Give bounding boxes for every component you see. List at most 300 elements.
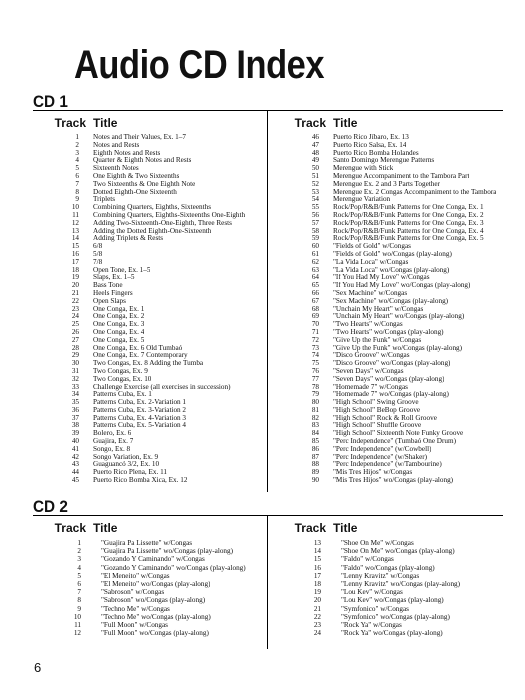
track-row bbox=[33, 173, 261, 181]
track-row bbox=[273, 165, 501, 173]
track-title: "Lenny Kravitz" w/Congas bbox=[341, 571, 420, 580]
track-title: Songo Variation, Ex. 9 bbox=[93, 453, 159, 461]
cd2-rule bbox=[33, 515, 503, 516]
track-title: "Lou Kev" wo/Congas (play-along) bbox=[341, 596, 444, 605]
track-row bbox=[273, 613, 501, 621]
track-number: 57 bbox=[311, 218, 319, 227]
track-number: 85 bbox=[311, 437, 319, 446]
track-title: "Disco Groove" w/Congas bbox=[333, 352, 410, 360]
track-row bbox=[33, 547, 261, 555]
track-title: Guajira, Ex. 7 bbox=[93, 438, 134, 446]
track-title: Guaguancó 3/2, Ex. 10 bbox=[93, 461, 160, 469]
track-number: 89 bbox=[311, 468, 319, 477]
track-number: 24 bbox=[313, 629, 321, 638]
track-number: 68 bbox=[311, 304, 319, 313]
track-title: "High School" Rock & Roll Groove bbox=[333, 414, 437, 422]
track-row bbox=[273, 181, 501, 189]
track-title: "Sabroson" w/Congas bbox=[101, 588, 165, 597]
track-title: Notes and Rests bbox=[93, 141, 140, 149]
track-title: One Conga, Ex. 3 bbox=[93, 321, 145, 329]
track-row bbox=[33, 399, 261, 407]
track-row bbox=[273, 580, 501, 588]
track-number: 86 bbox=[311, 444, 319, 453]
track-number: 12 bbox=[71, 218, 79, 227]
track-row bbox=[33, 605, 261, 613]
track-row bbox=[33, 407, 261, 415]
track-number: 76 bbox=[311, 366, 319, 375]
track-title: One Conga, Ex. 7 Contemporary bbox=[93, 352, 188, 360]
track-number: 53 bbox=[311, 187, 319, 196]
track-number: 14 bbox=[71, 234, 79, 243]
track-row bbox=[273, 196, 501, 204]
track-number: 38 bbox=[71, 421, 79, 430]
column-header bbox=[33, 519, 261, 535]
track-title: "Lenny Kravitz" wo/Congas (play-along) bbox=[341, 579, 461, 588]
track-row bbox=[273, 243, 501, 251]
track-title: "Seven Days" w/Congas bbox=[333, 367, 404, 375]
track-header: Track bbox=[54, 521, 86, 535]
track-row bbox=[273, 539, 501, 547]
track-title: Santo Domingo Merengue Patterns bbox=[333, 157, 435, 165]
track-number: 11 bbox=[74, 620, 81, 629]
track-number: 75 bbox=[311, 359, 319, 368]
track-row bbox=[33, 430, 261, 438]
track-number: 87 bbox=[311, 452, 319, 461]
track-row bbox=[33, 572, 261, 580]
track-row bbox=[33, 259, 261, 267]
track-row bbox=[33, 564, 261, 572]
track-row bbox=[33, 337, 261, 345]
cd2-label: CD 2 bbox=[33, 497, 68, 516]
track-row bbox=[273, 321, 501, 329]
track-number: 14 bbox=[313, 547, 321, 556]
track-number: 7 bbox=[75, 179, 79, 188]
track-row bbox=[33, 454, 261, 462]
track-title: "Unchain My Heart" wo/Congas (play-along) bbox=[333, 313, 465, 321]
track-title: "Techno Me" wo/Congas (play-along) bbox=[101, 612, 211, 621]
track-number: 20 bbox=[71, 281, 79, 290]
track-title: One Conga, Ex. 1 bbox=[93, 305, 145, 313]
track-title: Patterns Cuba, Ex. 5-Variation 4 bbox=[93, 422, 187, 430]
track-title: "Lou Kev" w/Congas bbox=[341, 588, 403, 597]
track-title: Merengue Accompaniment to the Tambora Part bbox=[333, 172, 470, 180]
track-row bbox=[273, 407, 501, 415]
track-number: 82 bbox=[311, 413, 319, 422]
track-number: 19 bbox=[71, 273, 79, 282]
track-row bbox=[273, 555, 501, 563]
track-row bbox=[33, 376, 261, 384]
track-row bbox=[33, 181, 261, 189]
track-number: 15 bbox=[313, 555, 321, 564]
track-number: 13 bbox=[71, 226, 79, 235]
track-row bbox=[273, 430, 501, 438]
track-title: "Perc Independence" (w/Shaker) bbox=[333, 453, 428, 461]
cd1-left-column bbox=[33, 114, 261, 485]
cd1-right-column bbox=[273, 114, 501, 485]
track-title: "Faldo" wo/Congas (play-along) bbox=[341, 563, 435, 572]
track-number: 61 bbox=[311, 249, 319, 258]
track-row bbox=[273, 399, 501, 407]
track-title: "Two Hearts" w/Congas bbox=[333, 321, 403, 329]
track-title: "High School" Shuffle Groove bbox=[333, 422, 422, 430]
track-row bbox=[273, 438, 501, 446]
track-number: 1 bbox=[75, 133, 79, 141]
track-number: 33 bbox=[71, 382, 79, 391]
track-number: 8 bbox=[75, 187, 79, 196]
track-number: 81 bbox=[311, 405, 319, 414]
track-row bbox=[273, 150, 501, 158]
track-title: Adding the Dotted Eighth-One-Sixteenth bbox=[93, 227, 212, 235]
track-number: 18 bbox=[313, 579, 321, 588]
title-header: Title bbox=[333, 116, 358, 130]
track-title: Puerto Rico Bomba Holandes bbox=[333, 149, 419, 157]
track-row bbox=[273, 345, 501, 353]
track-number: 5 bbox=[77, 571, 81, 580]
track-number: 36 bbox=[71, 405, 79, 414]
track-title: Sixteenth Notes bbox=[93, 165, 139, 173]
track-number: 72 bbox=[311, 335, 319, 344]
track-number: 24 bbox=[71, 312, 79, 321]
track-row bbox=[33, 621, 261, 629]
track-number: 12 bbox=[73, 629, 81, 638]
track-number: 58 bbox=[311, 226, 319, 235]
track-title: "Two Hearts" wo/Congas (play-along) bbox=[333, 328, 444, 336]
track-list bbox=[33, 539, 261, 637]
page-title: Audio CD Index bbox=[74, 43, 325, 87]
track-title: One Conga, Ex. 4 bbox=[93, 328, 145, 336]
track-number: 39 bbox=[71, 429, 79, 438]
track-title: 7/8 bbox=[93, 258, 103, 266]
track-number: 28 bbox=[71, 343, 79, 352]
track-row bbox=[273, 477, 501, 485]
track-row bbox=[273, 547, 501, 555]
track-title: "Symfonico" w/Congas bbox=[341, 604, 409, 613]
track-row bbox=[33, 345, 261, 353]
track-title: "Perc Independence" (Tumbaó One Drum) bbox=[333, 438, 456, 446]
track-title: "La Vida Loca" w/Congas bbox=[333, 258, 409, 266]
track-title: "Perc Independence" (w/Tambourine) bbox=[333, 461, 442, 469]
track-title: Two Congas, Ex. 10 bbox=[93, 375, 152, 383]
track-row bbox=[273, 290, 501, 298]
track-number: 17 bbox=[71, 257, 79, 266]
track-row bbox=[273, 446, 501, 454]
track-title: "Guajira Pa Lissette" w/Congas bbox=[101, 539, 193, 547]
track-row bbox=[273, 228, 501, 236]
track-row bbox=[273, 621, 501, 629]
track-number: 77 bbox=[311, 374, 319, 383]
column-header bbox=[273, 114, 501, 130]
track-title: Patterns Cuba, Ex. 4-Variation 3 bbox=[93, 414, 187, 422]
track-number: 10 bbox=[71, 203, 79, 212]
track-row bbox=[273, 352, 501, 360]
track-title: "Perc Independence" (w/Cowbell) bbox=[333, 445, 432, 453]
track-number: 22 bbox=[71, 296, 79, 305]
track-number: 62 bbox=[311, 257, 319, 266]
track-title: Rock/Pop/R&B/Funk Patterns for One Conga, Ex. 5 bbox=[333, 235, 484, 243]
track-number: 50 bbox=[311, 164, 319, 173]
track-row bbox=[273, 313, 501, 321]
track-title: "Homemade 7" wo/Congas (play-along) bbox=[333, 391, 449, 399]
cd2-right-column bbox=[273, 519, 501, 637]
track-number: 1 bbox=[77, 539, 81, 547]
track-row bbox=[273, 469, 501, 477]
track-number: 83 bbox=[311, 421, 319, 430]
track-row bbox=[33, 243, 261, 251]
track-row bbox=[33, 446, 261, 454]
track-row bbox=[33, 613, 261, 621]
track-title: One Conga, Ex. 6 Old Tumbaó bbox=[93, 344, 183, 352]
track-row bbox=[33, 267, 261, 275]
track-number: 66 bbox=[311, 288, 319, 297]
track-title: Puerto Rico Jíbaro, Ex. 13 bbox=[333, 134, 409, 141]
track-title: "Shoe On Me" w/Congas bbox=[341, 539, 414, 547]
track-title: Heels Fingers bbox=[93, 289, 133, 297]
track-title: "Sex Machine" wo/Congas (play-along) bbox=[333, 297, 449, 305]
cd1-section bbox=[33, 92, 503, 492]
track-title: "Rock Ya" w/Congas bbox=[341, 620, 402, 629]
track-row bbox=[273, 212, 501, 220]
track-number: 3 bbox=[75, 148, 79, 157]
track-row bbox=[33, 165, 261, 173]
track-title: Quarter & Eighth Notes and Rests bbox=[93, 157, 192, 165]
track-title: Open Tone, Ex. 1–5 bbox=[93, 266, 151, 274]
track-number: 23 bbox=[313, 620, 321, 629]
cd2-section bbox=[33, 497, 503, 649]
track-title: Triplets bbox=[93, 196, 116, 204]
track-number: 16 bbox=[313, 563, 321, 572]
track-row bbox=[33, 391, 261, 399]
track-row bbox=[273, 461, 501, 469]
track-number: 13 bbox=[313, 539, 321, 547]
track-number: 40 bbox=[71, 437, 79, 446]
cd1-rule bbox=[33, 110, 503, 111]
track-number: 80 bbox=[311, 398, 319, 407]
track-title: Patterns Cuba, Ex. 3-Variation 2 bbox=[93, 406, 187, 414]
track-number: 59 bbox=[311, 234, 319, 243]
track-row bbox=[33, 438, 261, 446]
track-number: 21 bbox=[71, 288, 79, 297]
track-row bbox=[33, 306, 261, 314]
track-number: 48 bbox=[311, 148, 319, 157]
track-title: "La Vida Loca" wo/Congas (play-along) bbox=[333, 266, 450, 274]
track-title: Merengue Ex. 2 and 3 Parts Together bbox=[333, 180, 440, 188]
track-title: "Mis Tres Hijos" w/Congas bbox=[333, 469, 413, 477]
track-number: 17 bbox=[313, 571, 321, 580]
track-title: Patterns Cuba, Ex. 2-Variation 1 bbox=[93, 399, 187, 407]
track-row bbox=[273, 306, 501, 314]
track-number: 71 bbox=[311, 327, 319, 336]
track-title: Rock/Pop/R&B/Funk Patterns for One Conga, Ex. 3 bbox=[333, 219, 484, 227]
track-row bbox=[273, 173, 501, 181]
track-row bbox=[33, 212, 261, 220]
track-number: 11 bbox=[72, 210, 79, 219]
track-header: Track bbox=[54, 116, 86, 130]
track-row bbox=[273, 376, 501, 384]
track-row bbox=[273, 204, 501, 212]
track-number: 6 bbox=[77, 579, 81, 588]
track-title: "Full Moon" w/Congas bbox=[101, 620, 168, 629]
track-number: 69 bbox=[311, 312, 319, 321]
track-title: Dotted Eighth-One Sixteenth bbox=[93, 188, 177, 196]
track-title: Open Slaps bbox=[93, 297, 126, 305]
track-title: Eighth Notes and Rests bbox=[93, 149, 161, 157]
track-title: "El Meneito" w/Congas bbox=[101, 571, 170, 580]
track-row bbox=[273, 134, 501, 142]
track-row bbox=[273, 267, 501, 275]
track-number: 5 bbox=[75, 164, 79, 173]
track-number: 41 bbox=[71, 444, 79, 453]
track-row bbox=[273, 588, 501, 596]
track-row bbox=[273, 189, 501, 197]
track-row bbox=[33, 555, 261, 563]
track-number: 90 bbox=[311, 476, 319, 485]
column-header bbox=[273, 519, 501, 535]
track-title: "High School" BeBop Groove bbox=[333, 406, 421, 414]
track-title: Two Sixteenths & One Eighth Note bbox=[93, 180, 196, 188]
track-number: 55 bbox=[311, 203, 319, 212]
track-title: "If You Had My Love" w/Congas bbox=[333, 274, 430, 282]
track-number: 7 bbox=[77, 588, 81, 597]
column-header bbox=[33, 114, 261, 130]
track-row bbox=[273, 605, 501, 613]
track-row bbox=[33, 469, 261, 477]
track-row bbox=[273, 415, 501, 423]
track-row bbox=[33, 422, 261, 430]
track-title: Puerto Rico Bomba Xica, Ex. 12 bbox=[93, 477, 188, 485]
track-number: 56 bbox=[311, 210, 319, 219]
track-row bbox=[33, 235, 261, 243]
track-number: 31 bbox=[71, 366, 79, 375]
track-row bbox=[273, 454, 501, 462]
track-title: "If You Had My Love" wo/Congas (play-along) bbox=[333, 282, 471, 290]
track-number: 4 bbox=[75, 156, 79, 165]
track-row bbox=[33, 629, 261, 637]
track-title: One Conga, Ex. 5 bbox=[93, 336, 145, 344]
track-number: 8 bbox=[77, 596, 81, 605]
track-title: Two Congas, Ex. 9 bbox=[93, 367, 148, 375]
track-number: 54 bbox=[311, 195, 319, 204]
track-title: "Give Up the Funk" wo/Congas (play-along) bbox=[333, 344, 463, 352]
track-row bbox=[273, 368, 501, 376]
track-title: "Fields of Gold" w/Congas bbox=[333, 243, 411, 251]
track-row bbox=[33, 461, 261, 469]
track-title: One Conga, Ex. 2 bbox=[93, 313, 145, 321]
title-header: Title bbox=[333, 521, 358, 535]
track-number: 42 bbox=[71, 452, 79, 461]
track-row bbox=[33, 313, 261, 321]
track-number: 46 bbox=[311, 133, 319, 141]
track-row bbox=[273, 259, 501, 267]
track-row bbox=[273, 220, 501, 228]
track-number: 25 bbox=[71, 320, 79, 329]
track-number: 44 bbox=[71, 468, 79, 477]
track-title: Two Congas, Ex. 8 Adding the Tumba bbox=[93, 360, 204, 368]
track-row bbox=[273, 337, 501, 345]
track-title: "Guajira Pa Lissette" wo/Congas (play-along) bbox=[101, 547, 234, 556]
track-number: 73 bbox=[311, 343, 319, 352]
track-number: 18 bbox=[71, 265, 79, 274]
track-title: Adding Triplets & Rests bbox=[93, 235, 164, 243]
track-title: Adding Two-Sixteenth-One-Eighth, Three Rests bbox=[93, 219, 232, 227]
track-title: "High School" Sixteenth Note Funky Groove bbox=[333, 430, 464, 438]
track-row bbox=[33, 251, 261, 259]
track-title: "Sabroson" wo/Congas (play-along) bbox=[101, 596, 206, 605]
track-title: "Disco Groove" wo/Congas (play-along) bbox=[333, 360, 451, 368]
title-header: Title bbox=[93, 116, 118, 130]
track-title: "Unchain My Heart" w/Congas bbox=[333, 305, 424, 313]
track-row bbox=[273, 384, 501, 392]
track-title: "Full Moon" wo/Congas (play-along) bbox=[101, 629, 209, 638]
track-row bbox=[33, 290, 261, 298]
track-title: Rock/Pop/R&B/Funk Patterns for One Conga, Ex. 2 bbox=[333, 211, 484, 219]
track-list bbox=[273, 539, 501, 637]
track-row bbox=[273, 329, 501, 337]
track-row bbox=[33, 352, 261, 360]
track-title: Challenge Exercise (all exercises in succession) bbox=[93, 383, 231, 391]
track-row bbox=[273, 298, 501, 306]
track-row bbox=[33, 134, 261, 142]
cd2-left-column bbox=[33, 519, 261, 637]
track-number: 9 bbox=[77, 604, 81, 613]
track-number: 3 bbox=[77, 555, 81, 564]
track-title: Combining Quarters, Eighths-Sixteenths One-Eighth bbox=[93, 211, 246, 219]
track-number: 43 bbox=[71, 460, 79, 469]
track-number: 22 bbox=[313, 612, 321, 621]
track-row bbox=[33, 596, 261, 604]
track-row bbox=[273, 251, 501, 259]
track-row bbox=[273, 157, 501, 165]
track-row bbox=[33, 580, 261, 588]
cd1-column-divider bbox=[267, 110, 268, 492]
track-number: 51 bbox=[311, 171, 319, 180]
track-title: "Rock Ya" wo/Congas (play-along) bbox=[341, 629, 443, 638]
track-title: Songo, Ex. 8 bbox=[93, 445, 131, 453]
track-title: Puerto Rico Salsa, Ex. 14 bbox=[333, 141, 407, 149]
page-number: 6 bbox=[34, 660, 42, 675]
track-row bbox=[33, 368, 261, 376]
track-title: One Eighth & Two Sixteenths bbox=[93, 172, 180, 180]
track-title: Rock/Pop/R&B/Funk Patterns for One Conga, Ex. 4 bbox=[333, 227, 484, 235]
track-list bbox=[33, 134, 261, 485]
track-title: Puerto Rico Plena, Ex. 11 bbox=[93, 469, 167, 477]
track-number: 29 bbox=[71, 351, 79, 360]
track-row bbox=[33, 329, 261, 337]
track-title: 5/8 bbox=[93, 250, 103, 258]
track-number: 47 bbox=[311, 140, 319, 149]
track-number: 27 bbox=[71, 335, 79, 344]
track-number: 21 bbox=[313, 604, 321, 613]
track-row bbox=[33, 384, 261, 392]
track-title: "Sex Machine" w/Congas bbox=[333, 289, 408, 297]
track-row bbox=[33, 204, 261, 212]
track-row bbox=[33, 298, 261, 306]
track-row bbox=[33, 539, 261, 547]
track-number: 16 bbox=[71, 249, 79, 258]
track-row bbox=[33, 220, 261, 228]
track-number: 79 bbox=[311, 390, 319, 399]
track-number: 63 bbox=[311, 265, 319, 274]
track-number: 26 bbox=[71, 327, 79, 336]
track-row bbox=[273, 274, 501, 282]
track-title: "Mis Tres Hijos" wo/Congas (play-along) bbox=[333, 477, 454, 485]
track-row bbox=[273, 391, 501, 399]
track-number: 34 bbox=[71, 390, 79, 399]
track-title: "Techno Me" w/Congas bbox=[101, 604, 170, 613]
track-title: Slaps, Ex. 1–5 bbox=[93, 274, 135, 282]
track-number: 9 bbox=[75, 195, 79, 204]
track-number: 70 bbox=[311, 320, 319, 329]
track-title: Bolero, Ex. 6 bbox=[93, 430, 132, 438]
